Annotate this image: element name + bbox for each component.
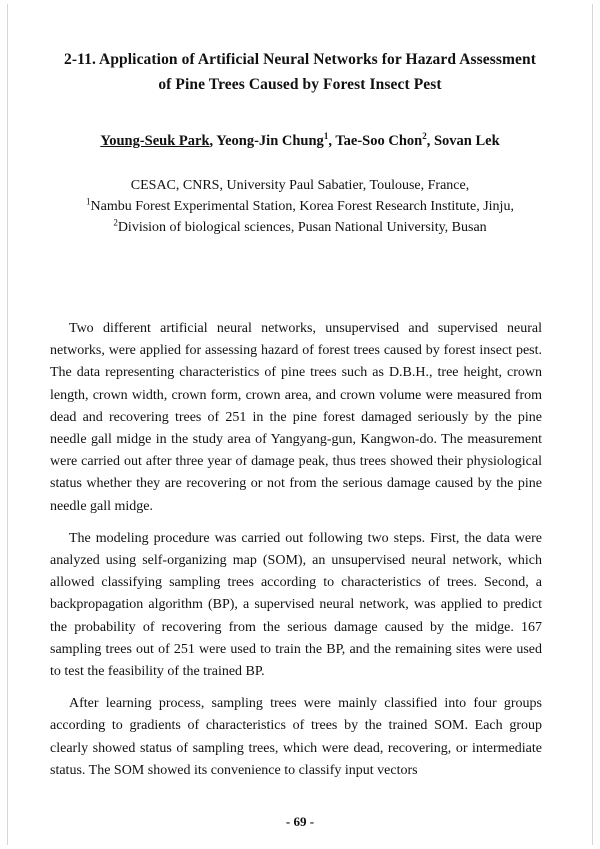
- affiliation-line: $^2$Division of biological sciences, Pusan National University, Busan: [113, 217, 487, 235]
- paragraph: The modeling procedure was carried out following two steps. First, the data were analyzed using self-organizing map (SOM), an unsupervised neural network, which allowed classifying sampling trees according to characteristics of trees. Second, a backpropagation algorithm (BP), a supervised neural network, was applied to predict the probability of recovering from the serious damage caused by the midge. 167 sampling trees out of 251 were used to train the BP, and the remaining sites were used to test the feasibility of the trained BP.: [50, 530, 542, 680]
- title-line-2: of Pine Trees Caused by Forest Insect Pest: [158, 76, 442, 93]
- abstract-body: [50, 318, 542, 792]
- affiliation-line: $^1$Nambu Forest Experimental Station, Korea Forest Research Institute, Jinju,: [86, 196, 514, 214]
- affil-mark: 2: [113, 217, 118, 228]
- author-name: Yeong-Jin Chung: [216, 133, 324, 149]
- author-2: Yeong-Jin Chung$^1$,: [216, 131, 336, 149]
- affiliation-line: CESAC, CNRS, University Paul Sabatier, Toulouse, France,: [130, 178, 470, 193]
- author-name: Tae-Soo Chon: [335, 133, 423, 149]
- author-name: Young-Seuk Park: [100, 133, 210, 149]
- author-list: [0, 133, 600, 150]
- author-1: Young-Seuk Park,: [100, 133, 217, 149]
- title-line-1: 2-11. Application of Artificial Neural Networks for Hazard Assessment: [63, 51, 536, 68]
- paragraph: After learning process, sampling trees were mainly classified into four groups according to gradients of characteristics of trees by the trained SOM. Each group clearly showed status of sampling trees, which were dead, recovering, or intermediate status. The SOM showed its convenience to classify input vectors: [50, 696, 542, 778]
- author-affil-mark: 2: [422, 131, 427, 142]
- paper-title: [30, 47, 570, 97]
- affiliations: [0, 175, 600, 238]
- affil-mark: 1: [86, 196, 91, 207]
- author-name: Sovan Lek: [433, 133, 500, 149]
- author-affil-mark: 1: [323, 131, 329, 142]
- page-number: - 69 -: [285, 814, 315, 829]
- author-4: [434, 133, 500, 149]
- paragraph: Two different artificial neural networks, unsupervised and supervised neural networks, were applied for assessing hazard of forest trees caused by forest insect pest. The data representing characteristics of pine trees such as D.B.H., tree height, crown length, crown width, crown form, crown area, and crown volume were measured from dead and recovering trees of 251 in the pine forest damaged seriously by the pine needle gall midge in the study area of Yangyang-gun, Kangwon-do. The measurement were carried out after three year of damage peak, thus trees showed their physiological status whether they are recovering or not from the serious damage caused by the pine needle gall midge.: [50, 321, 542, 514]
- author-3: Tae-Soo Chon$^2$,: [335, 131, 434, 149]
